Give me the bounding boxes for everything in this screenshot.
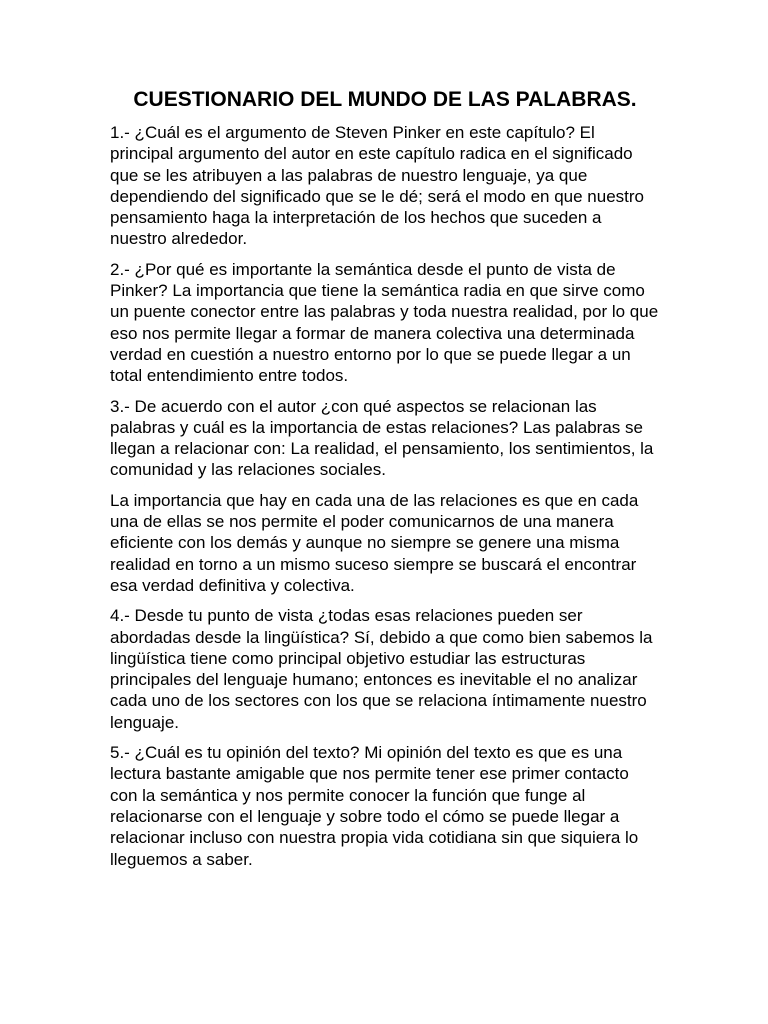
paragraph-question-5: 5.- ¿Cuál es tu opinión del texto? Mi opinión del texto es que es una lectura bastante amigable que nos permite tener ese primer contacto con la semántica y nos permite conocer la función que funge al relacionarse con el lenguaje y sobre todo el cómo se puede llegar a relacionar incluso con nuestra propia vida cotidiana sin que siquiera lo lleguemos a saber. [110, 743, 639, 869]
paragraph-question-1: 1.- ¿Cuál es el argumento de Steven Pinker en este capítulo? El principal argumento del autor en este capítulo radica en el significado que se les atribuyen a las palabras de nuestro lenguaje, ya que dependiendo del significado que se le dé; será el modo en que nuestro pensamiento haga la interpretación de los hechos que suceden a nuestro alrededor. [110, 123, 644, 249]
document-title: CUESTIONARIO DEL MUNDO DE LAS PALABRAS. [133, 88, 637, 111]
paragraph-question-3-continued: La importancia que hay en cada una de las relaciones es que en cada una de ellas se nos permite el poder comunicarnos de una manera eficiente con los demás y aunque no siempre se genere una misma realidad en torno a un mismo suceso siempre se buscará el encontrar esa verdad definitiva y colectiva. [110, 490, 639, 595]
paragraph-question-4: 4.- Desde tu punto de vista ¿todas esas relaciones pueden ser abordadas desde la lingüística? Sí, debido a que como bien sabemos la lingüística tiene como principal objetivo estudiar las estructuras principales del lenguaje humano; entonces es inevitable el no analizar cada uno de los sectores con los que se relaciona íntimamente nuestro lenguaje. [110, 606, 653, 732]
paragraph-question-3: 3.- De acuerdo con el autor ¿con qué aspectos se relacionan las palabras y cuál es la importancia de estas relaciones? Las palabras se llegan a relacionar con: La realidad, el pensamiento, los sentimientos, la comunidad y las relaciones sociales. [110, 396, 654, 480]
paragraph-question-2: 2.- ¿Por qué es importante la semántica desde el punto de vista de Pinker? La importancia que tiene la semántica radia en que sirve como un puente conector entre las palabras y toda nuestra realidad, por lo que eso nos permite llegar a formar de manera colectiva una determinada verdad en cuestión a nuestro entorno por lo que se puede llegar a un total entendimiento entre todos. [110, 259, 659, 386]
document-page [110, 86, 660, 879]
